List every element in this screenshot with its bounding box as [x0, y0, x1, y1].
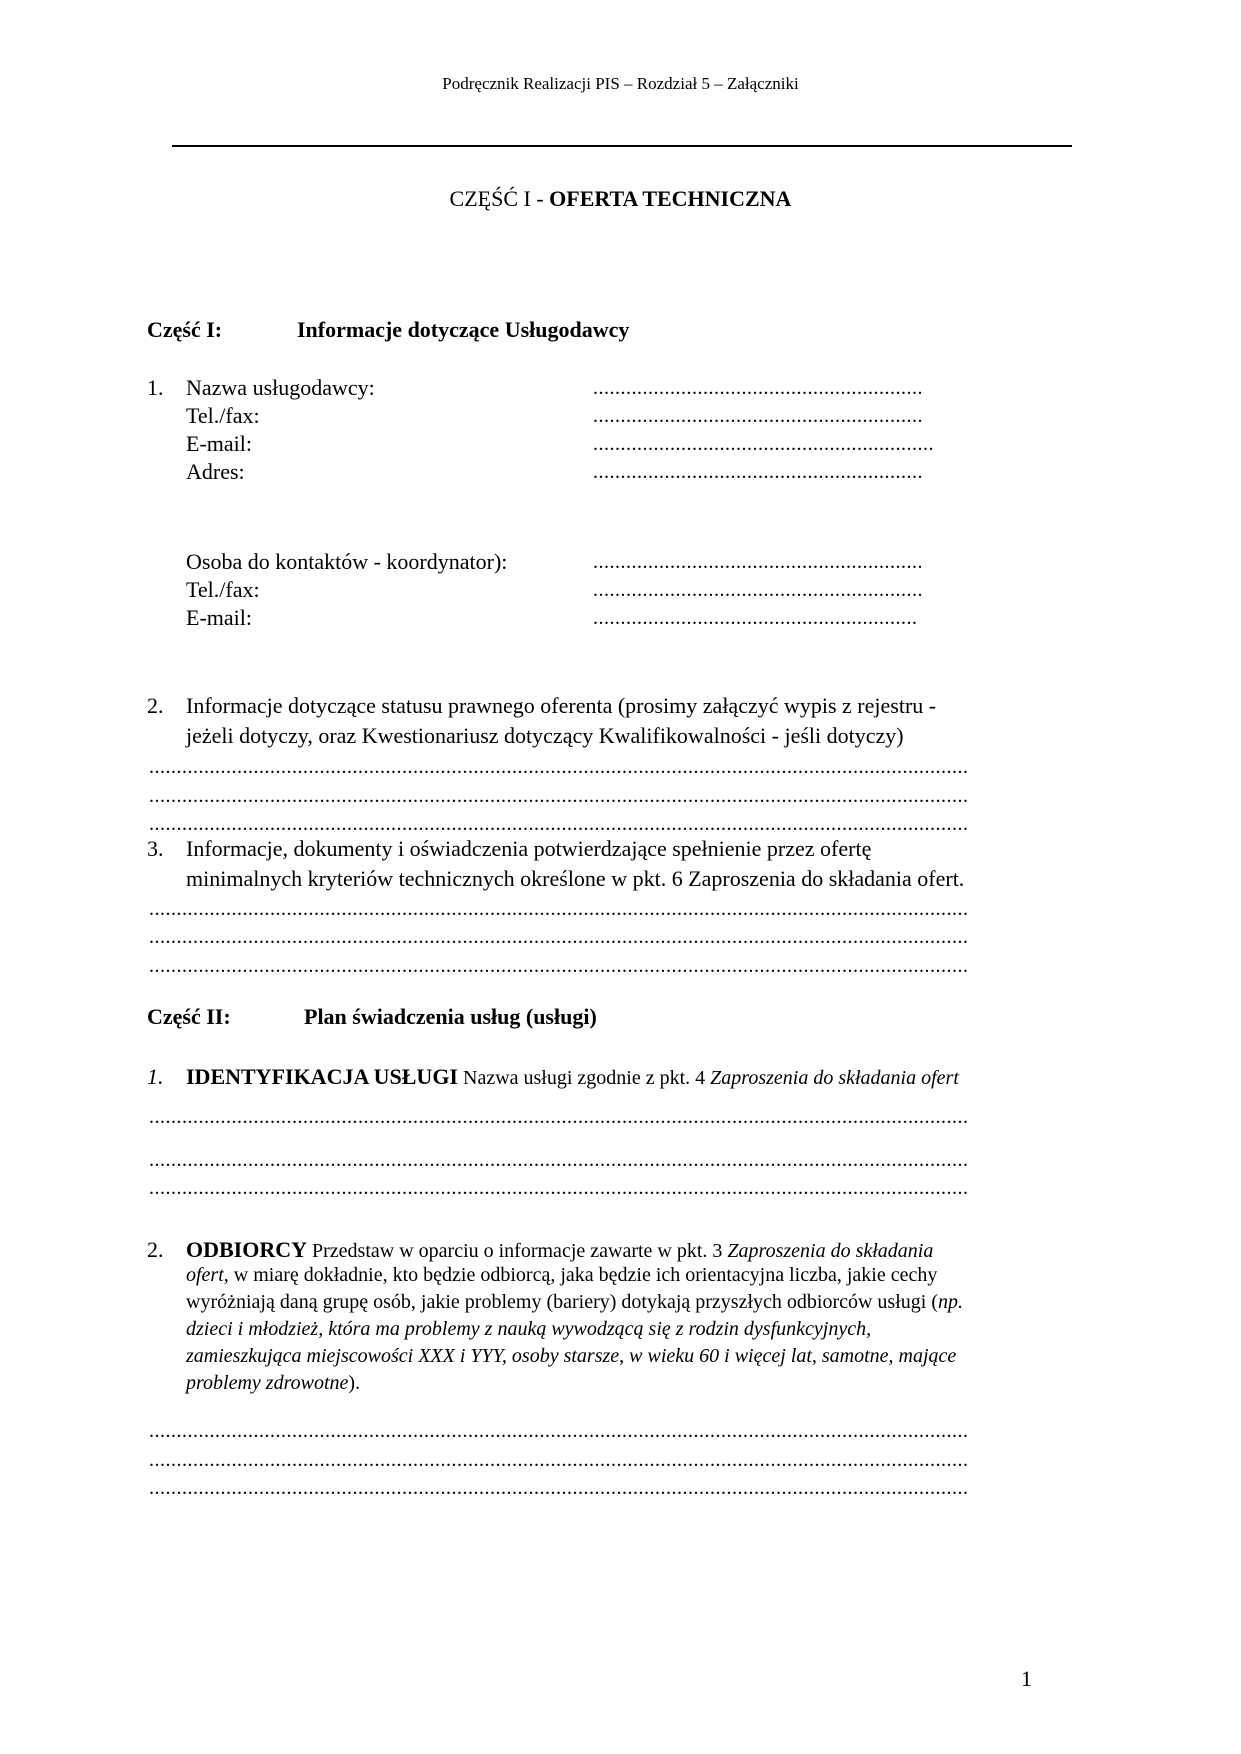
p2-item2-bold: ODBIORCY — [186, 1237, 308, 1262]
item3-number: 3. — [147, 836, 164, 861]
field-dots-email: .............................................................. — [593, 433, 934, 455]
item2-line2: jeżeli dotyczy, oraz Kwestionariusz dotyczący Kwalifikowalności - jeśli dotyczy) — [186, 723, 904, 748]
p2-item2-l2-text: , w miarę dokładnie, kto będzie odbiorcą, jaka będzie ich orientacyjna liczba, jakie cechy — [223, 1264, 938, 1286]
answer-line: ..................................................................................................................................................... — [149, 1106, 969, 1128]
p2-item2-line1 — [186, 1237, 933, 1263]
p2-item2-line5 — [186, 1345, 956, 1368]
answer-line: ..................................................................................................................................................... — [149, 1420, 969, 1442]
p2-item1-text — [186, 1064, 959, 1090]
document-header: Podręcznik Realizacji PIS – Rozdział 5 – Załączniki — [442, 74, 799, 93]
p2-item2-l1-italic: Zaproszenia do składania — [727, 1240, 934, 1262]
answer-line: ..................................................................................................................................................... — [149, 756, 969, 778]
title-bold: OFERTA TECHNICZNA — [549, 186, 792, 211]
page-title — [0, 186, 1241, 212]
item3-line1: Informacje, dokumenty i oświadczenia potwierdzające spełnienie przez ofertę — [186, 836, 872, 861]
page-number: 1 — [1021, 1666, 1032, 1691]
p2-item2-l6-text: ). — [348, 1372, 361, 1394]
p2-item2-line6 — [186, 1372, 360, 1395]
p2-item2-l5-italic: zamieszkująca miejscowości XXX i YYY, osoby starsze, w wieku 60 i więcej lat, samotne, mające — [186, 1345, 957, 1367]
field-label-contact: Osoba do kontaktów - koordynator): — [186, 549, 508, 574]
p2-item2-l3-text: wyróżniają daną grupę osób, jakie problemy (bariery) dotykają przyszłych odbiorców usługi ( — [186, 1291, 938, 1313]
field-label-address: Adres: — [186, 459, 245, 484]
header-divider — [172, 145, 1072, 147]
title-prefix: CZĘŚĆ I - — [449, 186, 550, 211]
part1-label: Część I: — [147, 317, 223, 342]
p2-item2-line2 — [186, 1264, 937, 1287]
p2-item2-l4-italic: dzieci i młodzież, która ma problemy z nauką wywodzącą się z rodzin dysfunkcyjnych, — [186, 1318, 872, 1340]
item2-number: 2. — [147, 693, 164, 718]
part2-label: Część II: — [147, 1004, 231, 1029]
p2-item1-bold: IDENTYFIKACJA USŁUGI — [186, 1064, 458, 1089]
field-label-contact-telfax: Tel./fax: — [186, 577, 260, 602]
answer-line: ..................................................................................................................................................... — [149, 785, 969, 807]
p2-item2-l1-text: Przedstaw w oparciu o informacje zawarte w pkt. 3 — [307, 1240, 728, 1262]
field-dots-address: ............................................................ — [593, 461, 923, 483]
part1-heading: Informacje dotyczące Usługodawcy — [297, 317, 630, 342]
field-dots-contact-email: ........................................................... — [593, 607, 918, 629]
part2-heading: Plan świadczenia usług (usługi) — [304, 1004, 597, 1029]
p2-item2-line3 — [186, 1291, 963, 1314]
field-dots-contact-telfax: ............................................................ — [593, 579, 923, 601]
p2-item2-l6-italic: problemy zdrowotne — [186, 1372, 349, 1394]
p2-item1-number: 1. — [147, 1064, 164, 1089]
item3-line2: minimalnych kryteriów technicznych określone w pkt. 6 Zaproszenia do składania ofert. — [186, 866, 965, 891]
answer-line: ..................................................................................................................................................... — [149, 898, 969, 920]
p2-item1-plain: Nazwa usługi zgodnie z pkt. 4 — [458, 1067, 711, 1089]
field-dots-contact: ............................................................ — [593, 551, 923, 573]
item2-line1: Informacje dotyczące statusu prawnego oferenta (prosimy załączyć wypis z rejestru - — [186, 693, 937, 718]
field-label-name: Nazwa usługodawcy: — [186, 375, 375, 400]
answer-line: ..................................................................................................................................................... — [149, 1477, 969, 1499]
p2-item2-l3-italic: np. — [937, 1291, 963, 1313]
answer-line: ..................................................................................................................................................... — [149, 1149, 969, 1171]
answer-line: ..................................................................................................................................................... — [149, 1449, 969, 1471]
field-label-contact-email: E-mail: — [186, 605, 252, 630]
answer-line: ..................................................................................................................................................... — [149, 955, 969, 977]
field-dots-name: ............................................................ — [593, 377, 923, 399]
answer-line: ..................................................................................................................................................... — [149, 813, 969, 835]
p2-item1-italic: Zaproszenia do składania ofert — [710, 1067, 959, 1089]
p2-item2-l2-italic: ofert — [186, 1264, 224, 1286]
field-label-telfax: Tel./fax: — [186, 403, 260, 428]
p2-item2-number: 2. — [147, 1237, 164, 1262]
answer-line: ..................................................................................................................................................... — [149, 1177, 969, 1199]
field-label-email: E-mail: — [186, 431, 252, 456]
answer-line: ..................................................................................................................................................... — [149, 926, 969, 948]
p2-item2-line4 — [186, 1318, 871, 1341]
item1-number: 1. — [147, 375, 164, 400]
field-dots-telfax: ............................................................ — [593, 405, 923, 427]
